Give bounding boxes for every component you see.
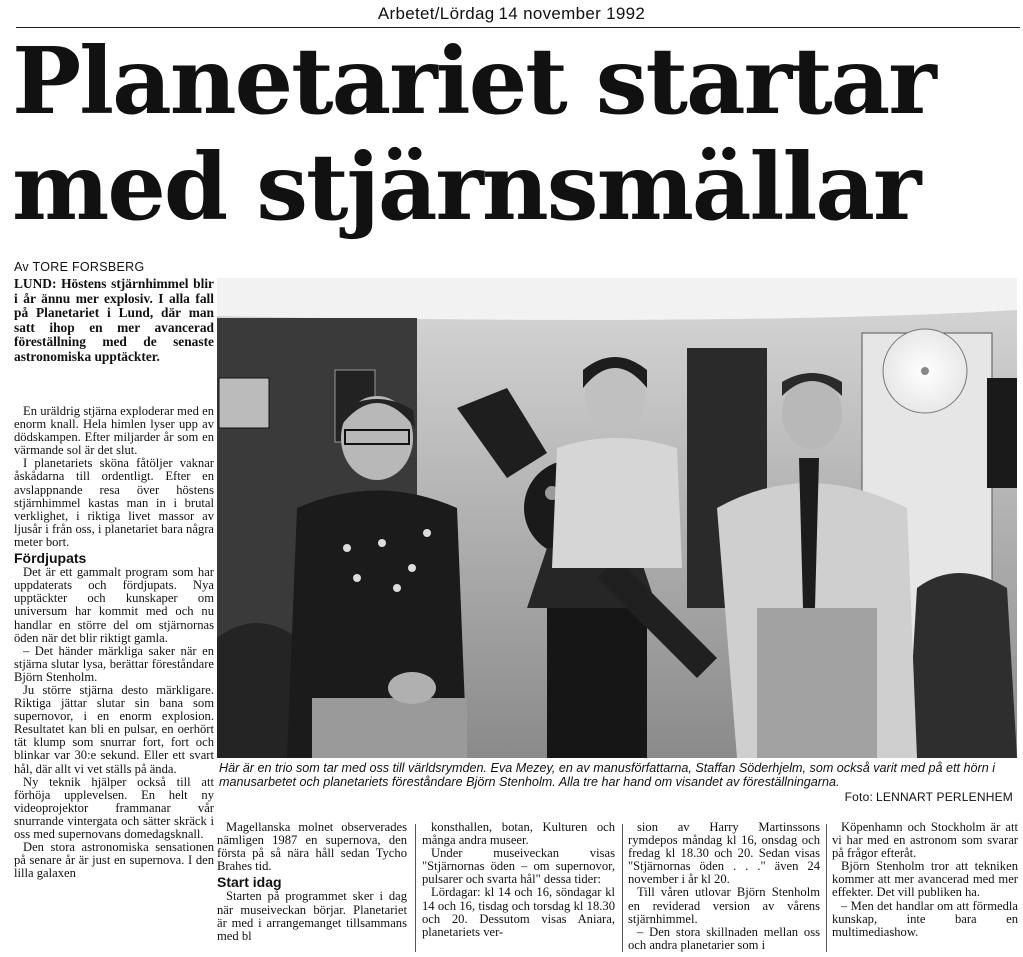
- col1-paragraph: Ny teknik hjälper också till att förhöja upplevelsen. En helt ny videoprojektor frammanar vår snurrande vintergata och sätter skräck i oss med supernovans domedagsknall.: [14, 774, 214, 841]
- col5-paragraph: Köpenhamn och Stockholm är att vi har med en astronom som svarar på frågor efteråt.: [832, 820, 1018, 861]
- headline-line-1: Planetariet startar: [12, 27, 935, 135]
- photo-credit: [845, 790, 1013, 804]
- masthead-date: 14 november 1992: [498, 4, 646, 23]
- col1-paragraph: – Det händer märkliga saker när en stjärna slutar lysa, berättar föreståndare Björn Stenholm.: [14, 643, 214, 684]
- column-1: [14, 405, 214, 953]
- col1-paragraph: En uräldrig stjärna exploderar med en enorm knall. Hela himlen lyser upp av dödskampen. Efter miljarder år som en värmande sol är det slut.: [14, 405, 214, 458]
- col5-paragraph: – Men det handlar om att förmedla kunskap, inte bara en multimediashow.: [832, 898, 1018, 939]
- col5-paragraph: Björn Stenholm tror att tekniken kommer att mer avancerad med mer effekter. Det vill publiken ha.: [832, 859, 1018, 900]
- photo-illustration: [217, 278, 1017, 758]
- column-5: [832, 821, 1018, 939]
- col2-subhead: Start idag: [217, 874, 282, 891]
- col4-paragraph: Till våren utlovar Björn Stenholm en reviderad version av vårens stjärnhimmel.: [628, 885, 820, 926]
- photo-credit-label: Foto:: [844, 790, 873, 804]
- article-photo: [217, 278, 1017, 758]
- byline: Av TORE FORSBERG: [14, 260, 145, 274]
- headline: [12, 28, 1012, 240]
- photo-caption: Här är en trio som tar med oss till världsrymden. Eva Mezey, en av manusförfattarna, Staffan Söderhjelm, som också varit med på ett hörn i manusarbetet och planetariets föreståndare Björn Stenholm. Alla tre har hand om visandet av föreställningarna.: [219, 761, 996, 789]
- column-divider: [622, 824, 623, 952]
- col3-paragraph: Under museiveckan visas "Stjärnornas öden – om supernovor, pulsarer och svarta hål" dessa tider:: [422, 846, 615, 887]
- col3-paragraph: konsthallen, botan, Kulturen och många andra museer.: [422, 820, 615, 848]
- col1-subhead: Fördjupats: [14, 550, 87, 567]
- column-divider: [826, 824, 827, 952]
- col1-paragraph: Den stora astronomiska sensationen på senare år är just en supernova. I den lilla galaxen: [14, 840, 214, 881]
- col3-paragraph: Lördagar: kl 14 och 16, söndagar kl 14 och 16, tisdag och torsdag kl 18.30 och 20. Dessutom visas Aniara, planetariets ver-: [422, 885, 615, 939]
- col1-paragraph: Ju större stjärna desto märkligare. Riktiga jättar slutar sin bana som supernovor, i en enorm explosion. Resultatet kan bli en pulsar, en oerhört tät klump som snurrar fort, fort och blinkar var 30:e sekund. Eller ett svart hål, där allt vi vet ställs på ända.: [14, 682, 214, 776]
- masthead: [0, 4, 1023, 24]
- headline-line-2: med stjärnsmällar: [12, 133, 920, 241]
- col2-paragraph: Starten på programmet sker i dag när museiveckan börjar. Planetariet är med i arrangemanget tillsammans med bl: [217, 889, 407, 943]
- lead-paragraph: LUND: Höstens stjärnhimmel blir i år ännu mer explosiv. I alla fall på Planetariet i Lund, där man satt ihop en mer avancerad föreställning med de senaste astronomiska upptäckter.: [14, 276, 214, 364]
- column-4: [628, 821, 820, 952]
- col1-paragraph: I planetariets sköna fåtöljer vaknar åskådarna till ordentligt. Efter en avslappnande resa över höstens stjärnhimmel kastas man in i brutal verklighet, i riktiga livet massor av ljusår i från oss, i planetariet bara några meter bort.: [14, 456, 214, 549]
- column-3: [422, 821, 615, 939]
- col1-paragraph: Det är ett gammalt program som har uppdaterats och fördjupats. Nya upptäckter och kunskaper om universum har kommit med och nu handlar en större del om stjärnornas öden när det blir riktigt gamla.: [14, 565, 214, 645]
- col4-paragraph: – Den stora skillnaden mellan oss och andra planetarier som i: [628, 924, 820, 952]
- masthead-paper: Arbetet/Lördag: [377, 4, 495, 23]
- col2-paragraph: Magellanska molnet observerades nämligen 1987 en supernova, den första på så nära håll sedan Tycho Brahes tid.: [217, 820, 407, 874]
- col4-paragraph: sion av Harry Martinssons rymdepos måndag kl 16, onsdag och fredag kl 18.30 och 20. Sedan visas "Stjärnornas öden . . ." även 24 november i år kl 20.: [628, 820, 820, 887]
- photo-credit-name: LENNART PERLENHEM: [876, 790, 1013, 804]
- column-divider: [415, 824, 416, 952]
- column-2: [217, 821, 407, 943]
